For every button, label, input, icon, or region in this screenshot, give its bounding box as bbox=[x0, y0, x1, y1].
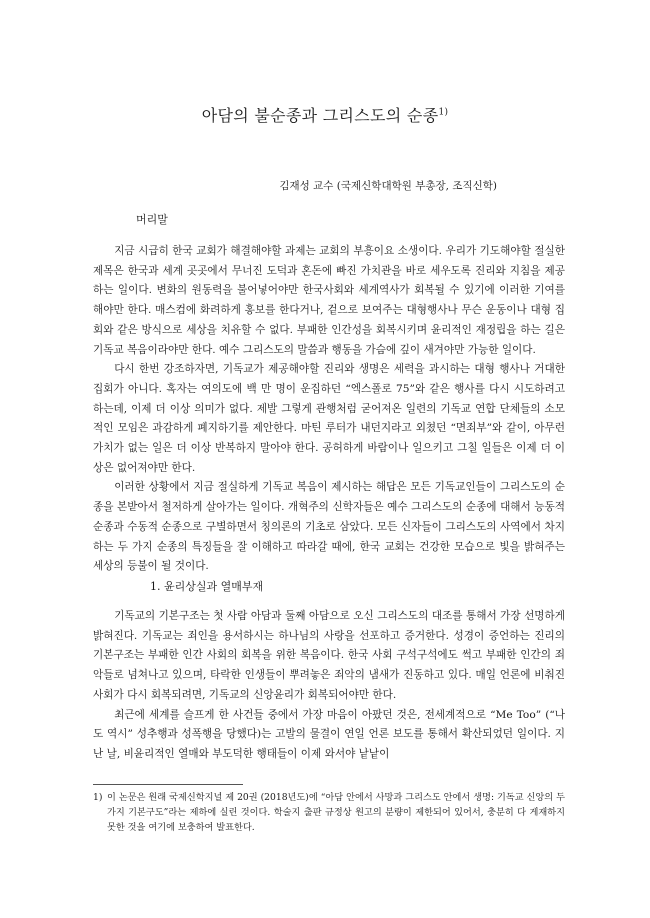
footnote bbox=[93, 790, 565, 835]
paragraph: 지금 시급히 한국 교회가 해결해야할 과제는 교회의 부흥이요 소생이다. 우리가 기도해야할 절실한 제목은 한국과 세계 곳곳에서 무너진 도덕과 혼돈에 빠진 가치관을 바로 세우도록 진리와 지침을 제공하는 일이다. 변화의 원동력을 불어넣어야만 한국사회와 세계역사가 회복될 수 있기에 이러한 기여를 해야만 한다. 매스컴에 화려하게 홍보를 한다거나, 겉으로 보여주는 대형행사나 무슨 운동이나 대형 집회와 같은 방식으로 세상을 치유할 수 없다. 부패한 인간성을 회복시키며 윤리적인 재정립을 하는 길은 기독교 복음이라야만 한다. 예수 그리스도의 말씀과 행동을 가슴에 깊이 새겨야만 가능한 일이다. bbox=[93, 245, 565, 356]
paragraph: 기독교의 기본구조는 첫 사람 아담과 둘째 아담으로 오신 그리스도의 대조를 통해서 가장 선명하게 밝혀진다. 기독교는 죄인을 용서하시는 하나님의 사랑을 선포하고 증거한다. 성경이 증언하는 진리의 기본구조는 부패한 인간 사회의 회복을 위한 복음이다. 한국 사회 구석구석에도 썩고 부패한 인간의 죄악들로 넘쳐나고 있으며, 타락한 인생들이 뿌려놓은 죄악의 냄새가 진동하고 있다. 매일 언론에 비춰진 사회가 다시 회복되려면, 기독교의 신앙윤리가 회복되어야만 한다. bbox=[93, 610, 565, 701]
footnote-marker: 1) bbox=[93, 792, 103, 803]
section-heading: 1. 윤리상실과 열매부재 bbox=[150, 580, 264, 593]
paragraph: 최근에 세계를 슬프게 한 사건들 중에서 가장 마음이 아팠던 것은, 전세계적으로 “Me Too” (“나도 역시” 성추행과 성폭행을 당했다)는 고발의 물결이 연일 언론 보도를 통해서 확산되었던 일이다. 지난 날, 비윤리적인 열매와 부도덕한 행태들이 이제 와서야 낱낱이 bbox=[93, 708, 565, 760]
paragraph: 이러한 상황에서 지금 절실하게 기독교 복음이 제시하는 해답은 모든 기독교인들이 그리스도의 순종을 본받아서 철저하게 살아가는 일이다. 개혁주의 신학자들은 예수 그리스도의 순종에 대해서 능동적 순종과 수동적 순종으로 구별하면서 칭의론의 기초로 삼았다. 모든 신자들이 그리스도의 사역에서 차지하는 두 가지 순종의 특징들을 잘 이해하고 따라갈 때에, 한국 교회는 건강한 모습으로 빛을 밝혀주는 세상의 등불이 될 것이다. bbox=[93, 481, 565, 573]
footnote-text: 이 논문은 원래 국제신학지널 제 20권 (2018년도)에 “아담 안에서 사망과 그리스도 안에서 생명: 기독교 신앙의 두 가지 기본구도”라는 제하에 실린 것이다. 학술지 출판 규정상 원고의 분량이 제한되어 있어서, 충분히 다 게재하지 못한 것을 여기에 보충하여 발표한다. bbox=[107, 792, 565, 833]
title-text: 아담의 불순종과 그리스도의 순종 bbox=[201, 106, 439, 125]
paragraph: 다시 한번 강조하자면, 기독교가 제공해야할 진리와 생명은 세력을 과시하는 대형 행사나 거대한 집회가 아니다. 혹자는 여의도에 백 만 명이 운집하던 “엑스폴로 75”와 같은 행사를 다시 시도하려고 하는데, 이제 더 이상 의미가 없다. 제발 그렇게 관행처럼 굳어져온 일련의 기독교 연합 단체들의 소모적인 모임은 과감하게 폐지하기를 제안한다. 마틴 루터가 내던지라고 외쳤던 “면죄부”와 같이, 아무런 가치가 없는 일은 더 이상 반복하지 말아야 한다. 공허하게 바람이나 일으키고 그칠 일들은 이제 더 이상은 없어져야만 한다. bbox=[93, 363, 565, 474]
document-title bbox=[0, 103, 650, 126]
author-line: 김재성 교수 (국제신학대학원 부총장, 조직신학) bbox=[279, 180, 497, 192]
footnote-divider bbox=[93, 784, 243, 785]
title-footnote-marker[interactable]: 1) bbox=[438, 107, 449, 118]
preface-heading: 머리말 bbox=[136, 213, 168, 226]
section1-body bbox=[93, 607, 565, 765]
preface-body bbox=[93, 242, 565, 577]
